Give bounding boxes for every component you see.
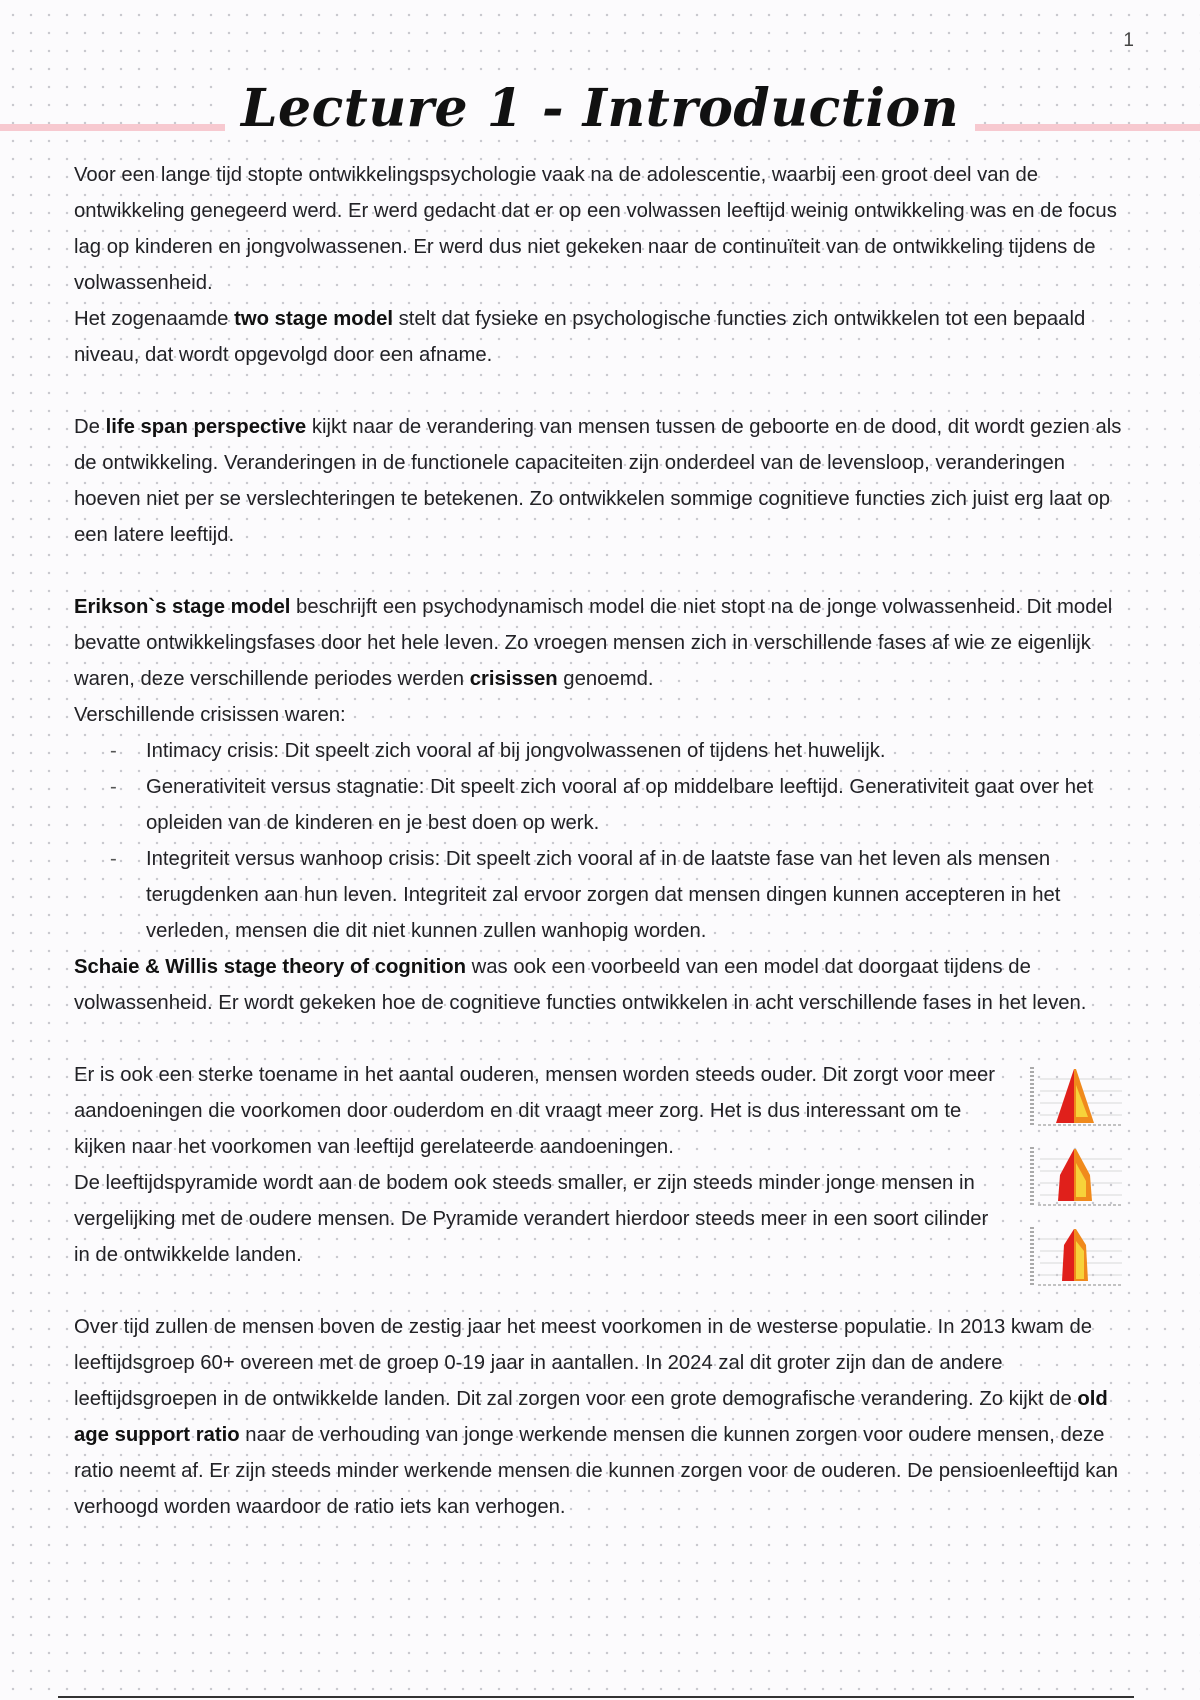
pyramid-section: [74, 1057, 1134, 1273]
crises-list-intro: Verschillende crisissen waren:: [74, 704, 346, 726]
population-pyramid-image: [1026, 1061, 1126, 1135]
page-number: 1: [1123, 30, 1134, 51]
term-erikson-stage-model: Erikson`s stage model: [74, 596, 291, 618]
list-item: - Generativiteit versus stagnatie: Dit speelt zich vooral af op middelbare leeftijd. Generativiteit gaat over het opleiden van de kinderen en je best doen op werk.: [74, 769, 1134, 841]
life-span-lead: De: [74, 416, 106, 438]
population-pyramid-image: [1026, 1221, 1126, 1295]
list-item: - Integriteit versus wanhoop crisis: Dit speelt zich vooral af in de laatste fase van het leven als mensen terugdenken aan hun leven. Integriteit zal ervoor zorgen dat mensen dingen kunnen accepteren in het verleden, mensen die dit niet kunnen zullen wanhopig worden.: [74, 841, 1134, 949]
term-life-span-perspective: life span perspective: [105, 416, 307, 438]
erikson-end: genoemd.: [557, 668, 654, 690]
population-pyramid-images: [1026, 1061, 1136, 1301]
paragraph-two-stage: [74, 301, 1134, 373]
paragraph-erikson: [74, 589, 1134, 697]
bottom-rule: [58, 1696, 1134, 1698]
term-old-age-support-ratio: old age support ratio: [74, 1388, 1108, 1446]
paragraph-aging: Er is ook een sterke toename in het aantal ouderen, mensen worden steeds ouder. Dit zorgt voor meer aandoeningen die voorkomen door ouderdom en dit vraagt meer zorg. Het is dus interessant om te kijken naar het voorkomen van leeftijd gerelateerde aandoeningen.: [74, 1064, 996, 1158]
term-schaie-willis: Schaie & Willis stage theory of cognition: [74, 956, 466, 978]
intro-text: Voor een lange tijd stopte ontwikkelingspsychologie vaak na de adolescentie, waarbij een groot deel van de ontwikkeling genegeerd werd. Er werd gedacht dat er op een volwassen leeftijd weinig ontwikkeling was en de focus lag op kinderen en jongvolwassenen. Er werd dus niet gekeken naar de continuïteit van de ontwikkeling tijdens de volwassenheid.: [74, 164, 1117, 294]
term-crisissen: crisissen: [469, 668, 558, 690]
page-title-text: Lecture 1 - Introduction: [225, 78, 975, 139]
paragraph-pyramid: De leeftijdspyramide wordt aan de bodem ook steeds smaller, er zijn steeds minder jonge mensen in vergelijking met de oudere mensen. De Pyramide verandert hierdoor steeds meer in een soort cilinder in de ontwikkelde landen.: [74, 1172, 989, 1266]
demographics-lead: Over tijd zullen de mensen boven de zestig jaar het meest voorkomen in de westerse populatie. In 2013 kwam de leeftijdsgroep 60+ overeen met de groep 0-19 jaar in aantallen. In 2024 zal dit groter zijn dan de andere leeftijdsgroepen in de ontwikkelde landen. Dit zal zorgen voor een grote demografische verandering. Zo kijkt de: [74, 1316, 1093, 1410]
demographics-rest: naar de verhouding van jonge werkende mensen die kunnen zorgen voor oudere mensen, deze ratio neemt af. Er zijn steeds minder werkende mensen die kunnen zorgen voor de ouderen. De pensioenleeftijd kan verhoogd worden waardoor de ratio iets kan verhogen.: [74, 1424, 1118, 1518]
list-item: - Intimacy crisis: Dit speelt zich vooral af bij jongvolwassenen of tijdens het huwelijk.: [74, 733, 1134, 769]
two-stage-lead: Het zogenaamde: [74, 308, 235, 330]
life-span-rest: kijkt naar de verandering van mensen tussen de geboorte en de dood, dit wordt gezien als de ontwikkeling. Veranderingen in de functionele capaciteiten zijn onderdeel van de levensloop, veranderingen hoeven niet per se verslechteringen te betekenen. Zo ontwikkelen sommige cognitieve functies zich juist erg laat op een latere leeftijd.: [74, 416, 1122, 546]
paragraph-life-span: [74, 409, 1134, 553]
population-pyramid-image: [1026, 1141, 1126, 1215]
two-stage-rest: stelt dat fysieke en psychologische functies zich ontwikkelen tot een bepaald niveau, dat wordt opgevolgd door een afname.: [74, 308, 1086, 366]
paragraph-demographics: [74, 1309, 1134, 1525]
term-two-stage-model: two stage model: [234, 308, 394, 330]
paragraph-intro: [74, 157, 1134, 301]
paragraph-schaie-willis: [74, 949, 1134, 1021]
erikson-text: beschrijft een psychodynamisch model die niet stopt na de jonge volwassenheid. Dit model bevatte ontwikkelingsfases door het hele leven. Zo vroegen mensen zich in verschillende fases af wie ze eigenlijk waren, deze verschillende periodes werden: [74, 596, 1113, 690]
crises-list: [74, 733, 1134, 949]
schaie-text: was ook een voorbeeld van een model dat doorgaat tijdens de volwassenheid. Er wordt gekeken hoe de cognitieve functies ontwikkelen in acht verschillende fases in het leven.: [74, 956, 1087, 1014]
document-body: [74, 157, 1134, 1525]
page-title: [0, 78, 1200, 139]
